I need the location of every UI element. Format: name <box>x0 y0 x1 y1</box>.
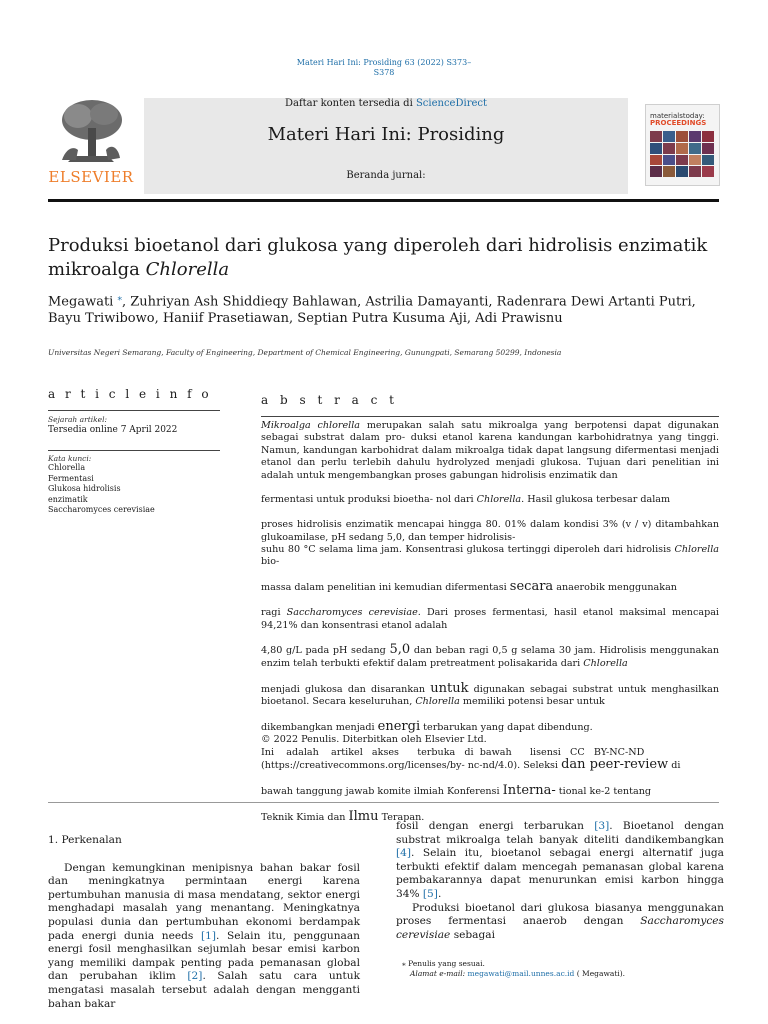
cover-tile <box>650 143 662 154</box>
keyword-item: Fermentasi <box>48 473 94 483</box>
email-name: ( Megawati). <box>574 968 626 978</box>
contents-prefix: Daftar konten tersedia di <box>284 98 416 109</box>
body-paragraph <box>48 862 360 1012</box>
article-info-heading: a r t i c l e i n f o <box>48 387 212 401</box>
keywords-divider <box>48 450 220 451</box>
cover-image-grid <box>650 131 714 177</box>
abstract-italic: Chlorella <box>583 657 628 669</box>
cover-tile <box>650 155 662 166</box>
abstract-divider <box>261 416 719 417</box>
author-email-link[interactable]: megawati@mail.unnes.ac.id <box>467 968 575 978</box>
cover-tile <box>689 131 701 142</box>
cover-tile <box>676 155 688 166</box>
abstract-body <box>261 420 719 824</box>
body-text: Dengan kemungkinan menipisnya bahan bakar fosil dan meningkatnya permintaan energi karena pertumbuhan manusia di masa mendatang, sektor energi menghadapi masalah yang menantang. Meningkatnya populasi dunia dan pertumbuhan ekonomi berdampak pada energi dunia needs <box>48 861 360 942</box>
abstract-text: . Dari proses fermentasi, hasil etanol maksimal mencapai 94,21% dan konsentrasi etanol adalah <box>261 607 719 631</box>
abstract-text: Teknik Kimia dan <box>261 811 349 823</box>
abstract-large-word: Interna- <box>502 782 556 798</box>
cover-tile <box>663 155 675 166</box>
elsevier-logo <box>48 98 134 194</box>
abstract-text: bawah tanggung jawab komite ilmiah Konferensi <box>261 785 503 797</box>
abstract-line <box>261 607 719 632</box>
article-title-italic: Chlorella <box>145 259 230 280</box>
body-text: . Salah satu cara untuk mengatasi masalah tersebut adalah dengan mengganti bahan bakar <box>48 970 360 1010</box>
body-text: . Selain itu, bioetanol sebagai energi alternatif juga terbukti efektif dalam mencegah pemanasan global karena pembakarannya dapat menurunkan emisi karbon hingga 34% <box>396 847 724 900</box>
abstract-text: ragi <box>261 607 287 619</box>
journal-banner <box>144 98 628 194</box>
abstract-italic: Chlorella <box>674 544 719 556</box>
cover-brand-line-2: PROCEEDINGS <box>650 119 707 127</box>
keywords-label: Kata kunci: <box>48 454 92 463</box>
abstract-text: bio- <box>261 556 280 568</box>
journal-homepage-label: Beranda jurnal: <box>346 170 426 181</box>
author-megawati[interactable]: Megawati <box>48 294 114 310</box>
cover-tile <box>663 166 675 177</box>
corresponding-author-footnote <box>402 959 718 978</box>
abstract-text: proses hidrolisis enzimatik mencapai hingga 80. 01% dalam kondisi 3% (v / v) ditambahkan glukoamilase, pH sedang 5,0, dan temper hidrolisis- <box>261 519 719 543</box>
footnote-line-2 <box>402 969 718 979</box>
citation-ref-2[interactable]: [2] <box>187 970 203 983</box>
body-text: . Selain itu, penggunaan energi fosil menghasilkan sejumlah besar emisi karbon yang memiliki dampak penting pada pemanasan global dan perubahan iklim <box>48 929 360 983</box>
article-history-label: Sejarah artikel: <box>48 415 108 424</box>
abstract-line <box>261 718 719 734</box>
cover-tile <box>689 166 701 177</box>
cover-tile <box>650 131 662 142</box>
keyword-item: Glukosa hidrolisis <box>48 484 121 493</box>
cover-brand-line-1: materialstoday: <box>650 112 705 120</box>
abstract-text: dikembangkan menjadi <box>261 721 378 733</box>
journal-cover-thumbnail[interactable] <box>645 104 720 186</box>
abstract-italic: Mikroalga chlorella <box>261 420 361 431</box>
article-info-divider <box>48 410 220 411</box>
journal-title: Materi Hari Ini: Prosiding <box>267 124 505 145</box>
abstract-line <box>261 494 719 506</box>
body-paragraph <box>396 902 724 943</box>
abstract-line <box>261 519 719 544</box>
other-authors: , Zuhriyan Ash Shiddieqy Bahlawan, Astrilia Damayanti, Radenrara Dewi Artanti Putri, Bayu Triwibowo, Haniif Prasetiawan, Septian Putra Kusuma Aji, Adi Prawisnu <box>48 294 696 327</box>
abstract-line <box>261 644 719 670</box>
body-text: . <box>437 887 442 900</box>
cover-tile <box>689 155 701 166</box>
article-title <box>48 234 718 282</box>
sciencedirect-link[interactable]: ScienceDirect <box>415 98 488 109</box>
license-line <box>261 782 719 798</box>
footnote-text: Penulis yang sesuai. <box>408 959 485 968</box>
body-italic: Saccharomyces cerevisiae <box>396 915 724 941</box>
corresponding-author-marker[interactable]: ⁎ <box>117 293 122 303</box>
abstract-line <box>261 544 719 569</box>
email-label: Alamat e-mail: <box>410 968 468 978</box>
cover-tile <box>676 166 688 177</box>
cover-tile <box>702 166 714 177</box>
keyword-item: enzimatik <box>48 494 88 504</box>
footnote-line-1 <box>402 959 718 969</box>
author-affiliation: Universitas Negeri Semarang, Faculty of Engineering, Department of Chemical Engineering, Gunungpati, Semarang 50299, Indonesia <box>48 348 562 357</box>
citation-ref-1[interactable]: [1] <box>200 929 216 942</box>
cover-tile <box>702 143 714 154</box>
abstract-italic: Chlorella. <box>476 494 525 506</box>
license-url[interactable]: (https://creativecommons.org/licenses/by- nc-nd/4.0). Seleksi <box>261 759 562 771</box>
license-line: Ini adalah artikel akses terbuka di bawah lisensi CC BY-NC-ND <box>261 746 645 758</box>
section-heading: 1. Perkenalan <box>48 834 122 846</box>
cover-tile <box>702 155 714 166</box>
article-title-main: Produksi bioetanol dari glukosa yang diperoleh dari hidrolisis enzimatik mikroalga <box>48 235 708 280</box>
abstract-text: Hasil glukosa terbesar dalam <box>524 494 671 506</box>
cover-tile <box>702 131 714 142</box>
abstract-line <box>261 581 719 594</box>
copyright-line: © 2022 Penulis. Diterbitkan oleh Elsevier Ltd. <box>261 734 487 746</box>
license-line <box>261 756 719 772</box>
abstract-italic: Chlorella <box>415 695 460 707</box>
body-text: fosil dengan energi terbarukan <box>396 820 595 832</box>
abstract-text: merupakan salah satu mikroalga yang berpotensi dapat digunakan sebagai substrat dalam pro- duksi etanol karena kandungan karbohidratnya yang tinggi. Namun, kandungan karbohidrat dalam mikroalga tidak dapat langsung difermentasi menjadi etanol dan perlu terlebih dahulu hydrolyzed menjadi glukosa. Tujuan dari penelitian ini adalah untuk mengembangkan proses gabungan hidrolisis enzimatik dan <box>261 420 719 481</box>
abstract-large-word: energi <box>377 718 421 734</box>
keywords-list <box>48 463 155 516</box>
author-list <box>48 290 718 327</box>
citation-line-2[interactable]: S378 <box>373 68 395 77</box>
abstract-line <box>261 680 720 709</box>
citation-line-1[interactable]: Materi Hari Ini: Prosiding 63 (2022) S373– <box>296 58 472 67</box>
journal-citation[interactable] <box>0 58 768 78</box>
abstract-large-word: dan peer-review <box>561 756 669 772</box>
cover-brand <box>650 113 706 127</box>
abstract-large-word: untuk <box>430 680 469 696</box>
elsevier-wordmark: ELSEVIER <box>48 168 134 186</box>
abstract-text: tional ke-2 tentang <box>555 785 652 797</box>
abstract-text: di <box>668 759 681 771</box>
abstract-large-word: secara <box>509 579 554 595</box>
body-divider <box>48 802 719 803</box>
abstract-line <box>261 420 719 482</box>
abstract-large-word: 5,0 <box>389 642 411 658</box>
tree-emblem-icon <box>48 98 134 168</box>
header-divider <box>48 199 719 202</box>
abstract-italic: Saccharomyces cerevisiae <box>286 607 418 619</box>
footnote-marker: ⁎ <box>402 959 406 968</box>
body-right-column <box>396 820 724 942</box>
cover-tile <box>663 143 675 154</box>
cover-tile <box>676 143 688 154</box>
cover-tile <box>676 131 688 142</box>
citation-ref-5[interactable]: [5] <box>422 887 438 900</box>
abstract-text: fermentasi untuk produksi bioetha- nol dari <box>261 494 477 506</box>
body-text: Produksi bioetanol dari glukosa biasanya menggunakan proses fermentasi anaerob dengan <box>396 901 724 928</box>
keyword-item: Saccharomyces cerevisiae <box>48 505 155 514</box>
cover-tile <box>689 143 701 154</box>
abstract-text: menjadi glukosa dan disarankan <box>261 683 431 695</box>
keyword-item: Chlorella <box>48 463 86 472</box>
abstract-text: terbarukan yang dapat dibendung. <box>420 721 593 733</box>
body-left-column <box>48 834 360 1011</box>
citation-ref-4[interactable]: [4] <box>396 847 412 860</box>
abstract-text: dan beban ragi 0,5 g selama 30 jam. Hidrolisis menggunakan enzim telah terbukti efektif dalam pretreatment polisakarida dari <box>261 645 720 669</box>
contents-available-line <box>144 98 628 109</box>
body-text: . Bioetanol dengan substrat mikroalga telah banyak diteliti dandikembangkan <box>396 820 724 846</box>
abstract-text: digunakan sebagai substrat untuk menghasilkan bioetanol. Secara keseluruhan, <box>261 683 720 707</box>
abstract-large-word: Ilmu <box>348 808 379 824</box>
body-text: sebagai <box>450 928 495 941</box>
abstract-text: anaerobik menggunakan <box>553 582 677 594</box>
abstract-text: massa dalam penelitian ini kemudian difermentasi <box>261 582 510 594</box>
abstract-text: suhu 80 °C selama lima jam. Konsentrasi glukosa tertinggi diperoleh dari hidrolisis <box>261 544 675 556</box>
body-paragraph <box>396 820 724 902</box>
citation-ref-3[interactable]: [3] <box>594 820 610 832</box>
cover-tile <box>650 166 662 177</box>
article-history-value: Tersedia online 7 April 2022 <box>48 425 178 435</box>
abstract-text: 4,80 g/L pada pH sedang <box>261 645 390 657</box>
abstract-text: Terapan. <box>378 811 425 823</box>
abstract-heading: a b s t r a c t <box>261 393 398 407</box>
cover-tile <box>663 131 675 142</box>
abstract-text: memiliki potensi besar untuk <box>459 695 605 707</box>
